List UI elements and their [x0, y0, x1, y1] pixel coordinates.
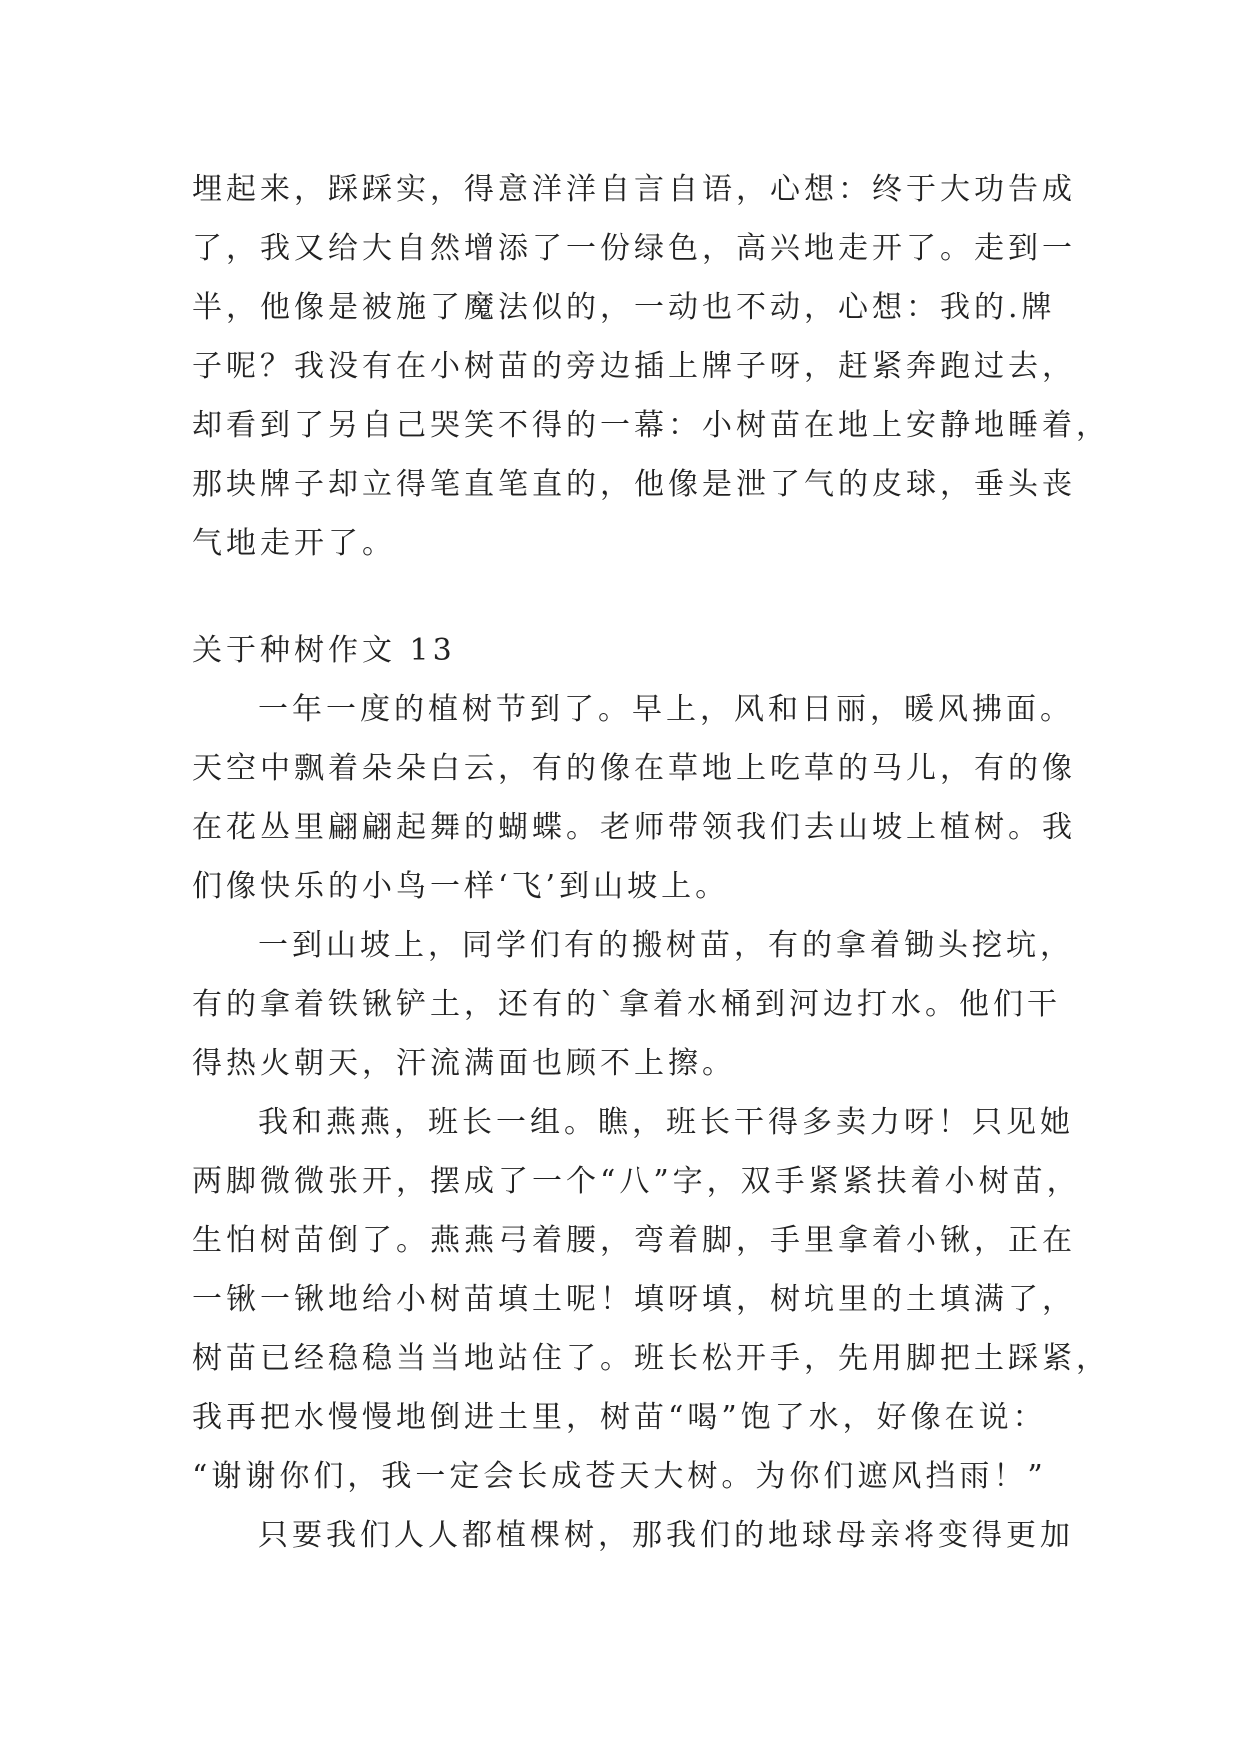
paragraph-4	[192, 1506, 1072, 1565]
text-line: 半，他像是被施了魔法似的，一动也不动，心想：我的.牌	[192, 290, 1056, 325]
text-line: 天空中飘着朵朵白云，有的像在草地上吃草的马儿，有的像	[192, 751, 1076, 786]
text-line: 们像快乐的小鸟一样‘飞’到山坡上。	[192, 869, 730, 904]
continued-paragraph	[192, 160, 1110, 573]
essay-section	[192, 621, 1110, 1565]
text-line: 在花丛里翩翩起舞的蝴蝶。老师带领我们去山坡上植树。我	[192, 810, 1076, 845]
text-line: 只要我们人人都植棵树，那我们的地球母亲将变得更加	[258, 1518, 1074, 1553]
text-line: 气地走开了。	[192, 526, 396, 561]
paragraph-1	[192, 680, 1076, 916]
text-line: 一锹一锹地给小树苗填土呢！填呀填，树坑里的土填满了，	[192, 1282, 1076, 1317]
text-line: 子呢？我没有在小树苗的旁边插上牌子呀，赶紧奔跑过去，	[192, 349, 1076, 384]
text-line: 有的拿着铁锹铲土，还有的`拿着水桶到河边打水。他们干	[192, 987, 1061, 1022]
text-line: 得热火朝天，汗流满面也顾不上擦。	[192, 1046, 736, 1081]
text-line: 那块牌子却立得笔直笔直的，他像是泄了气的皮球，垂头丧	[192, 467, 1076, 502]
text-line: 一到山坡上，同学们有的搬树苗，有的拿着锄头挖坑，	[258, 928, 1074, 963]
text-line: 了，我又给大自然增添了一份绿色，高兴地走开了。走到一	[192, 231, 1076, 266]
text-line: 我和燕燕，班长一组。瞧，班长干得多卖力呀！只见她	[258, 1105, 1074, 1140]
text-line: 却看到了另自己哭笑不得的一幕：小树苗在地上安静地睡着，	[192, 408, 1110, 443]
text-line: 生怕树苗倒了。燕燕弓着腰，弯着脚，手里拿着小锹，正在	[192, 1223, 1076, 1258]
text-line: 两脚微微张开，摆成了一个“八”字，双手紧紧扶着小树苗，	[192, 1164, 1081, 1199]
text-line: 一年一度的植树节到了。早上，风和日丽，暖风拂面。	[258, 692, 1074, 727]
paragraph-3	[192, 1093, 1110, 1506]
text-line: 埋起来，踩踩实，得意洋洋自言自语，心想：终于大功告成	[192, 172, 1076, 207]
essay-title: 关于种树作文 13	[192, 633, 456, 668]
text-line: 树苗已经稳稳当当地站住了。班长松开手，先用脚把土踩紧，	[192, 1341, 1110, 1376]
paragraph-2	[192, 916, 1072, 1093]
text-line: 我再把水慢慢地倒进土里，树苗“喝”饱了水，好像在说：	[192, 1400, 1047, 1435]
text-line: “谢谢你们，我一定会长成苍天大树。为你们遮风挡雨！”	[192, 1459, 1047, 1494]
